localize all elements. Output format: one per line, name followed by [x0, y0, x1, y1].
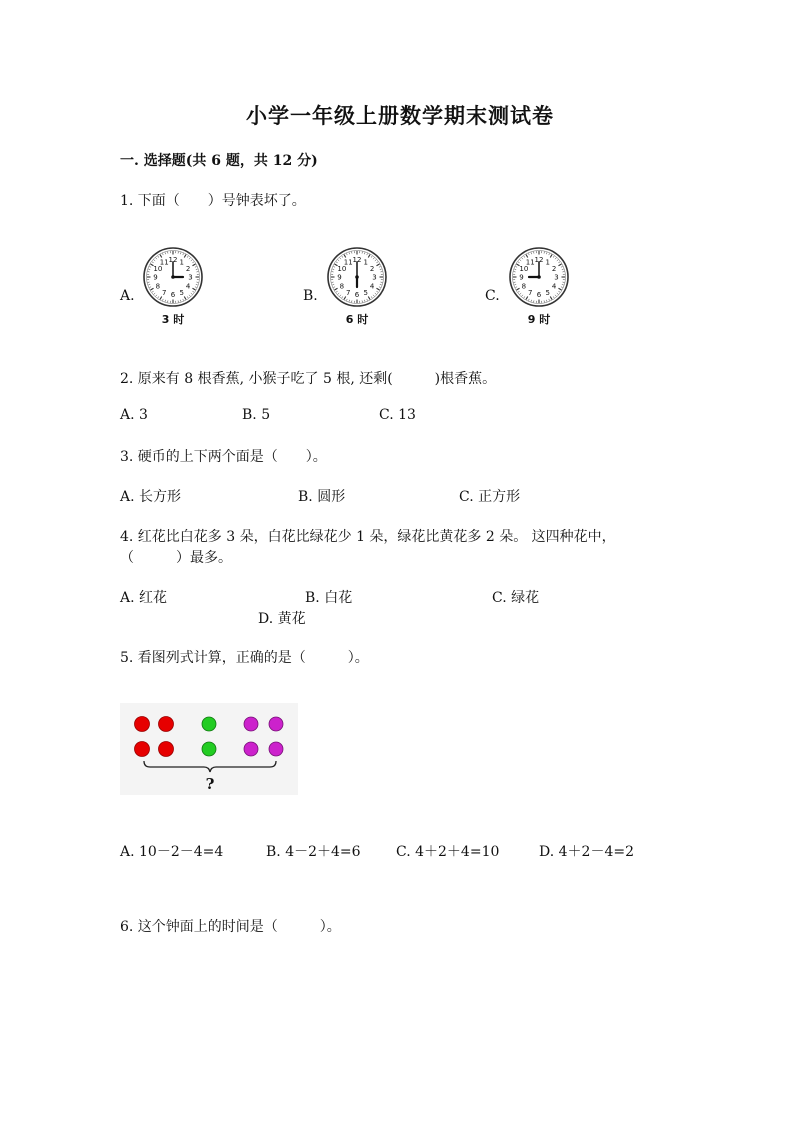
- q3-option-c: C. 正方形: [459, 489, 521, 505]
- q4-option-c: C. 绿花: [492, 590, 540, 606]
- question-3: 3. 硬币的上下两个面是（ ）。: [120, 449, 327, 465]
- hour-number: 1: [363, 258, 368, 267]
- clock-face-icon: [326, 246, 388, 308]
- question-mark: ?: [205, 775, 215, 793]
- question-6: 6. 这个钟面上的时间是（ ）。: [120, 919, 341, 935]
- red-dots: [135, 717, 174, 757]
- hour-number: 9: [519, 273, 524, 282]
- clock-c: [508, 246, 570, 308]
- q4-option-d: D. 黄花: [258, 611, 306, 627]
- hour-number: 1: [179, 258, 184, 267]
- question-1: 1. 下面（ ）号钟表坏了。: [120, 193, 306, 209]
- hour-number: 10: [153, 264, 163, 273]
- red-dot: [159, 717, 174, 732]
- red-dot: [159, 742, 174, 757]
- hour-number: 9: [337, 273, 342, 282]
- q2-option-b: B. 5: [242, 407, 271, 423]
- hour-number: 7: [346, 288, 351, 297]
- q1-option-c-label: C.: [485, 288, 500, 304]
- page-title: 小学一年级上册数学期末测试卷: [246, 103, 554, 128]
- q5-option-b: B. 4－2＋4=6: [266, 844, 361, 860]
- hour-number: 11: [159, 258, 169, 267]
- red-dot: [135, 742, 150, 757]
- hour-number: 2: [551, 264, 557, 273]
- question-5: 5. 看图列式计算，正确的是（ ）。: [120, 650, 369, 666]
- hour-number: 12: [168, 256, 178, 265]
- red-dot: [135, 717, 150, 732]
- clock-a-caption: 3 时: [161, 313, 185, 326]
- q2-option-a: A. 3: [120, 407, 148, 423]
- hour-number: 6: [170, 291, 176, 300]
- green-dots: [202, 717, 216, 756]
- purple-dot: [269, 717, 283, 731]
- purple-dot: [269, 742, 283, 756]
- section-heading: 一. 选择题(共 6 题，共 12 分): [120, 153, 318, 169]
- green-dot: [202, 717, 216, 731]
- q5-option-c: C. 4＋2＋4=10: [396, 844, 500, 860]
- question-4-line-1: 4. 红花比白花多 3 朵，白花比绿花少 1 朵，绿花比黄花多 2 朵。 这四种花中，: [120, 529, 616, 545]
- purple-dots: [244, 717, 283, 756]
- hour-number: 10: [337, 264, 347, 273]
- hour-number: 7: [528, 288, 533, 297]
- hour-number: 3: [188, 273, 193, 282]
- q4-option-b: B. 白花: [305, 590, 353, 606]
- hour-number: 2: [185, 264, 191, 273]
- clock-center: [171, 275, 175, 279]
- q3-option-a: A. 长方形: [120, 489, 182, 505]
- q5-option-d: D. 4＋2－4=2: [539, 844, 634, 860]
- hour-number: 8: [339, 282, 345, 291]
- hour-number: 11: [525, 258, 535, 267]
- hour-number: 12: [534, 256, 544, 265]
- hour-number: 10: [519, 264, 529, 273]
- hour-number: 7: [162, 288, 167, 297]
- clock-a: [142, 246, 204, 308]
- hour-number: 6: [536, 291, 542, 300]
- hour-number: 5: [545, 288, 550, 297]
- green-dot: [202, 742, 216, 756]
- q3-option-b: B. 圆形: [298, 489, 346, 505]
- hour-number: 6: [354, 291, 360, 300]
- hour-number: 9: [153, 273, 158, 282]
- hour-number: 2: [369, 264, 375, 273]
- hour-number: 5: [179, 288, 184, 297]
- clock-b: [326, 246, 388, 308]
- q1-option-b-label: B.: [303, 288, 318, 304]
- hour-number: 4: [185, 282, 191, 291]
- hour-number: 5: [363, 288, 368, 297]
- q4-option-a: A. 红花: [120, 590, 168, 606]
- clock-face-icon: [508, 246, 570, 308]
- hour-number: 4: [551, 282, 557, 291]
- clock-c-caption: 9 时: [527, 313, 551, 326]
- q5-option-a: A. 10－2－4=4: [120, 844, 224, 860]
- clock-center: [355, 275, 359, 279]
- hour-number: 3: [372, 273, 377, 282]
- clock-face-icon: [142, 246, 204, 308]
- hour-number: 8: [521, 282, 527, 291]
- clock-b-caption: 6 时: [345, 313, 369, 326]
- dots-illustration: [120, 703, 298, 795]
- clock-center: [537, 275, 541, 279]
- purple-dot: [244, 717, 258, 731]
- q2-option-c: C. 13: [379, 407, 416, 423]
- brace: [144, 761, 276, 772]
- purple-dot: [244, 742, 258, 756]
- question-4-line-2: （ ）最多。: [120, 550, 232, 566]
- hour-number: 4: [369, 282, 375, 291]
- hour-number: 12: [352, 256, 362, 265]
- q1-option-a-label: A.: [120, 288, 135, 304]
- dots-figure: [120, 703, 298, 795]
- question-2: 2. 原来有 8 根香蕉, 小猴子吃了 5 根, 还剩( )根香蕉。: [120, 371, 497, 387]
- hour-number: 11: [343, 258, 353, 267]
- hour-number: 8: [155, 282, 161, 291]
- hour-number: 1: [545, 258, 550, 267]
- hour-number: 3: [554, 273, 559, 282]
